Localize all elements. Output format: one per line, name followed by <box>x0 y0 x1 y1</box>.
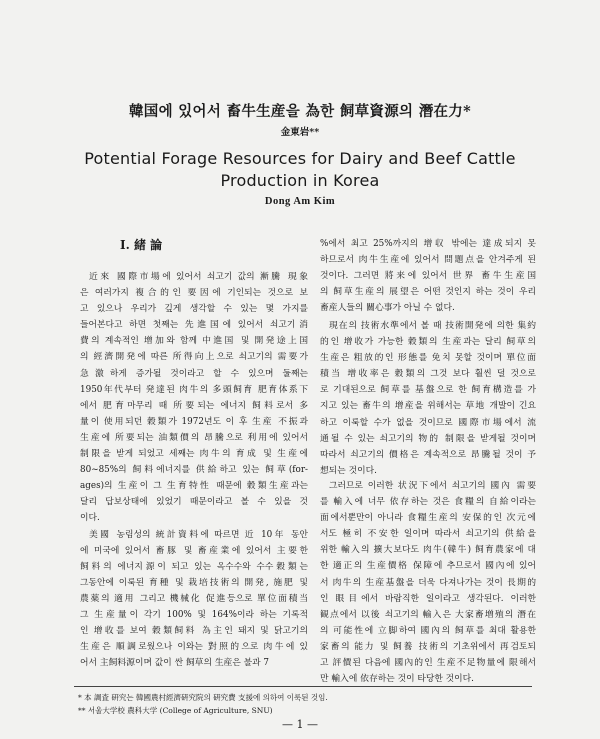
text-line: 그동안에 이룩된 育種 및 栽培技術의 開発, 施肥 및 <box>80 577 308 588</box>
text-line: 想되는 것이다. <box>320 465 377 476</box>
text-line: 의 可能性에 立脚하여 國內의 飼草를 최대 활용한 <box>320 625 536 636</box>
text-line: 의 經濟開発에 따른 所得向上으로 쇠고기의 需要가 <box>80 352 308 363</box>
text-line: 生産은 順調로웠으나 이와는 對照的으로 肉牛에 있 <box>80 642 308 653</box>
text-line: 農薬의 適用 그리고 機械化 促進등으로 單位面積当 <box>80 593 308 604</box>
text-line: 고 있으나 우리가 깊게 생각할 수 있는 몇 가지를 <box>80 304 308 315</box>
text-line: %에서 최고 25%까지의 增収 밖에는 達成되지 못 <box>320 239 536 249</box>
text-line: 만 輸入에 依存하는 것이 타당한 것이다. <box>320 674 474 685</box>
text-line: 그 生産量이 각기 100% 및 164%이라 하는 기록적 <box>80 609 308 620</box>
text-line: 에 미국에 있어서 畜豚 및 畜産業에 있어서 主要한 <box>80 545 308 556</box>
text-line: 따라서 쇠고기의 價格은 계속적으로 昂騰될 것이 予 <box>320 449 536 460</box>
text-line: 的인 增收가 가능한 穀類의 生産과는 달리 飼草의 <box>320 337 536 348</box>
text-line: 서도 極히 不安한 일이며 따라서 쇠고기의 供給을 <box>320 529 536 540</box>
text-line: 美國 농림성의 統計資料에 따르면 近 10年 동안 <box>89 529 308 540</box>
text-line: 面에서뿐만이 아니라 食糧生産의 安保的인 次元에 <box>320 513 536 524</box>
english-title-line-2: Production in Korea <box>220 171 380 190</box>
text-line: 고 評價된 다음에 國內的인 生産不足物量에 限해서 <box>320 658 536 669</box>
text-line: 積当 增收率은 穀類의 그것 보다 훨씬 덜 것으로 <box>320 369 536 380</box>
text-line: 1950年代부터 発達된 肉牛의 多頭飼育 肥育体系下 <box>80 384 308 395</box>
english-author: Dong Am Kim <box>264 196 336 207</box>
text-line: ages)의 生産이 그 生育特性 때문에 穀類生産과는 <box>80 481 308 492</box>
text-line: 하므로서 肉牛生産에 있어서 問題点을 안겨주게 된 <box>320 255 536 266</box>
text-line: 그러므로 이러한 状況下에서 쇠고기의 國內 需要 <box>329 481 536 491</box>
right-column-paragraph-1 <box>320 236 536 316</box>
text-line: 現在의 技術水準에서 볼 때 技術開発에 의한 集約 <box>329 321 536 331</box>
text-line: 生産은 粗放的인 形態를 免치 못할 것이며 單位面 <box>320 353 536 364</box>
text-line: 들어본다고 하면 첫째는 先進国에 있어서 쇠고기消 <box>80 320 308 331</box>
text-line: 하고 이룩할 수가 없을 것이므로 國際市場에서 流 <box>320 417 536 428</box>
text-line: 近來 國際市場에 있어서 쇠고기 값의 漸騰 現象 <box>89 272 308 282</box>
footnote-2: ** 서울大学校 農科大学 (College of Agriculture, SNU) <box>78 706 273 715</box>
text-line: 달리 답보상태에 있었기 때문이라고 볼 수 있을 것 <box>80 497 308 508</box>
text-line: 80~85%의 飼料에너지를 供給하고 있는 飼草(for- <box>80 465 308 476</box>
text-line: 것이다. 그러면 將来에 있어서 世界 畜牛生産国 <box>320 271 536 282</box>
text-line: 制限을 받게 되었고 세째는 肉牛의 育成 및 生産에 <box>80 449 308 460</box>
text-line: 生産에 所要되는 油類價의 昂騰으로 利用에 있어서 <box>80 432 308 443</box>
text-line: 로 기대된으로 飼草를 基盤으로 한 飼育構造를 가 <box>320 385 536 396</box>
text-line: 家畜의 能力 및 飼養 技術의 기초위에서 再검토되 <box>320 641 536 652</box>
text-line: 通될 수 있는 쇠고기의 物的 制限을 받게될 것이며 <box>320 433 536 444</box>
text-line: 의 飼草生産의 展望은 어떤 것인지 하는 것이 우리 <box>320 287 536 298</box>
english-title-line-1: Potential Forage Resources for Dairy and Beef Cattle <box>84 149 516 168</box>
text-line: 인 眼目에서 바람직한 일이라고 생각된다. 이러한 <box>320 593 536 604</box>
text-line: 어서 主飼料源이며 값이 싼 飼草의 生産은 불과 7 <box>80 658 270 669</box>
right-column-paragraph-2 <box>320 318 536 479</box>
right-column-paragraph-3 <box>320 478 536 687</box>
text-line: 에서 肥育마무리 때 所要되는 에너지 飼料로서 多 <box>80 400 308 411</box>
text-line: 이다. <box>80 513 100 524</box>
text-line: 畜産人들의 關心事가 아닐 수 없다. <box>320 303 455 314</box>
text-line: 은 여러가지 複合的인 要因에 기인되는 것으로 보 <box>80 288 308 299</box>
footnote-1: * 本 調査 硏究는 韓國農村經濟硏究院의 硏究費 支援에 의하여 이룩된 것임. <box>78 693 328 702</box>
text-line: 인 增收를 보여 穀類飼料 為主인 돼지 및 닭고기의 <box>80 626 308 637</box>
korean-title: 韓国에 있어서 畜牛生産을 為한 飼草資源의 潛在力* <box>129 103 471 120</box>
text-line: 飼料의 에너지源이 되고 있는 옥수수와 수수穀類는 <box>80 561 308 572</box>
page-number: — 1 — <box>282 718 318 731</box>
text-line: 費의 계속적인 增加와 함께 中進国 및 開発途上国 <box>80 336 308 347</box>
english-title <box>0 148 600 192</box>
text-line: 서 肉牛의 生産基盤을 더욱 다져나가는 것이 長期的 <box>320 577 536 588</box>
text-line: 지고 있는 畜牛의 增産을 위해서는 草地 개발이 긴요 <box>320 401 536 412</box>
footnote-rule <box>74 686 532 687</box>
section-heading: I. 緒 論 <box>120 238 163 252</box>
left-column-text <box>80 269 308 671</box>
text-line: 위한 輸入의 擴大보다도 肉牛(韓牛) 飼育農家에 대 <box>320 545 536 556</box>
korean-author: 金東岩** <box>280 127 320 138</box>
text-line: 한 適正의 生産價格 保障에 추므로서 國內에 있어 <box>320 561 536 572</box>
text-line: 急激하게 증가될 것이라고 할 수 있으며 둘째는 <box>80 368 308 379</box>
text-line: 観点에서 以後 쇠고기의 輸入은 大家畜増殖의 潛在 <box>320 609 536 620</box>
text-line: 量이 使用되던 穀類가 1972년도 이 후 生産 不振과 <box>80 416 308 427</box>
text-line: 를 輸入에 너무 依存하는 것은 食糧의 自給이라는 <box>320 497 536 508</box>
